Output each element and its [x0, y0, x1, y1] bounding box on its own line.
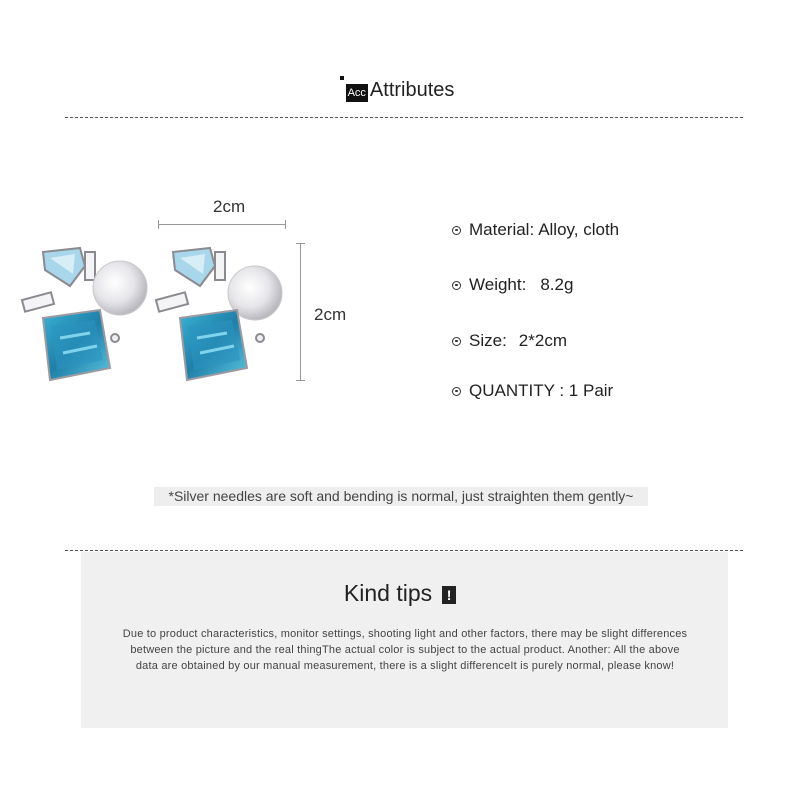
attribute-value: 8.2g	[540, 275, 574, 294]
silver-needle-note: *Silver needles are soft and bending is normal, just straighten them gently~	[154, 487, 648, 506]
earring-image-left	[15, 238, 155, 388]
attribute-label: Size:	[469, 331, 507, 350]
kind-tips-text: Due to product characteristics, monitor settings, shooting light and other factors, there may be slight differences between the picture and the real thingThe actual color is subject to the actual product. Another: All the above data are obtained by our manual measurement, there is a slight differenceIt is purely normal, please know!	[122, 628, 688, 672]
attribute-label: Weight:	[469, 275, 527, 294]
middle-divider	[65, 550, 743, 551]
earring-image-right	[155, 238, 295, 388]
page-title: Attributes	[369, 79, 455, 101]
bullet-icon	[452, 226, 461, 235]
bullet-icon	[452, 281, 461, 290]
height-dimension-label: 2cm	[314, 305, 347, 324]
bullet-icon	[452, 337, 461, 346]
top-divider	[65, 117, 743, 118]
title-dot-decoration	[340, 76, 344, 80]
attribute-label: Material:	[469, 220, 535, 239]
width-dimension-label: 2cm	[213, 197, 246, 216]
height-dimension-line	[300, 243, 301, 381]
attribute-label: QUANTITY : 1 Pair	[469, 381, 614, 400]
bullet-icon	[452, 387, 461, 396]
exclamation-icon: !	[442, 586, 456, 604]
kind-tips-heading	[0, 580, 800, 607]
width-dimension-line	[158, 224, 286, 225]
attribute-value: Alloy, cloth	[538, 220, 620, 239]
kind-tips-title: Kind tips	[343, 580, 433, 606]
attribute-material	[452, 220, 619, 240]
attribute-value: 2*2cm	[518, 331, 567, 350]
section-header	[0, 78, 800, 102]
attribute-size	[452, 331, 567, 351]
attribute-weight	[452, 275, 573, 295]
title-badge: Acc	[346, 84, 368, 102]
attribute-quantity	[452, 381, 613, 401]
